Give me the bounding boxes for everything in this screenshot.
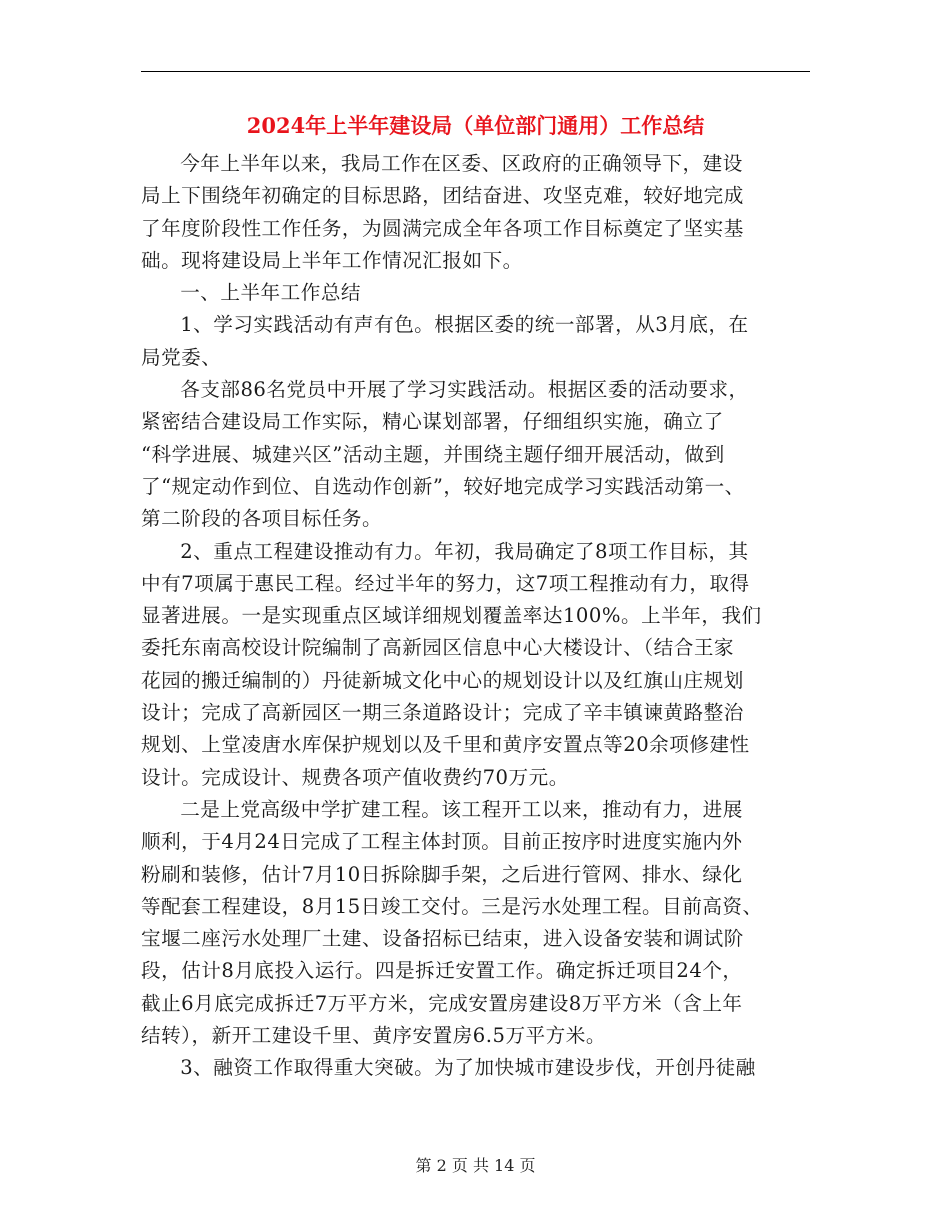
document-title: 2024年上半年建设局（单位部门通用）工作总结	[246, 113, 705, 138]
document-body	[141, 148, 810, 1085]
text-line: 宝堰二座污水处理厂土建、设备招标已结束，进入设备安装和调试阶	[141, 927, 744, 951]
paragraph-key-projects	[141, 536, 810, 794]
text-line: 1、学习实践活动有声有色。根据区委的统一部署，从3月底，在	[180, 313, 749, 337]
text-line: 今年上半年以来，我局工作在区委、区政府的正确领导下，建设	[180, 152, 743, 175]
text-line: 二是上党高级中学扩建工程。该工程开工以来，推动有力，进展	[180, 797, 743, 821]
text-line: 2、重点工程建设推动有力。年初，我局确定了8项工作目标，其	[180, 539, 749, 563]
paragraph-financing	[141, 1052, 810, 1084]
text-line: 等配套工程建设，8月15日竣工交付。三是污水处理工程。目前高资、	[141, 894, 763, 918]
text-line: 中有7项属于惠民工程。经过半年的努力，这7项工程推动有力，取得	[141, 571, 750, 595]
text-line: 委托东南高校设计院编制了高新园区信息中心大楼设计、（结合王家	[141, 636, 735, 660]
text-line: 局党委、	[141, 345, 222, 369]
paragraph-study-activity	[141, 309, 810, 374]
header-rule	[141, 71, 810, 72]
text-line: 了“规定动作到位、自选动作创新”，较好地完成学习实践活动第一、	[141, 474, 745, 498]
text-line: 设计。完成设计、规费各项产值收费约70万元。	[141, 765, 569, 789]
text-line: 了年度阶段性工作任务，为圆满完成全年各项工作目标奠定了坚实基	[141, 216, 744, 240]
text-line: 结转），新开工建设千里、黄序安置房6.5万平方米。	[141, 1024, 606, 1048]
text-line: 紧密结合建设局工作实际，精心谋划部署，仔细组织实施，确立了	[141, 410, 724, 434]
text-line: 显著进展。一是实现重点区域详细规划覆盖率达100%。上半年，我们	[141, 604, 762, 628]
text-line: 粉刷和装修，估计7月10日拆除脚手架，之后进行管网、排水、绿化	[141, 862, 743, 886]
text-line: 3、融资工作取得重大突破。为了加快城市建设步伐，开创丹徒融	[180, 1056, 756, 1080]
paragraph-school-expansion	[141, 794, 810, 1052]
text-line: 一、上半年工作总结	[180, 281, 362, 305]
text-line: 截止6月底完成拆迁7万平方米，完成安置房建设8万平方米（含上年	[141, 991, 743, 1015]
page-number-footer: 第 2 页 共 14 页	[415, 1156, 536, 1175]
paragraph-intro	[141, 148, 810, 277]
text-line: 各支部86名党员中开展了学习实践活动。根据区委的活动要求，	[180, 378, 749, 402]
text-line: 段，估计8月底投入运行。四是拆迁安置工作。确定拆迁项目24个，	[141, 959, 743, 983]
text-line: 局上下围绕年初确定的目标思路，团结奋进、攻坚克难，较好地完成	[141, 184, 744, 208]
paragraph-branches	[141, 374, 810, 535]
text-line: 花园的搬迁编制的）丹徒新城文化中心的规划设计以及红旗山庄规划	[141, 668, 744, 692]
text-line: 顺利，于4月24日完成了工程主体封顶。目前正按序时进度实施内外	[141, 830, 743, 854]
text-line: 础。现将建设局上半年工作情况汇报如下。	[141, 248, 523, 272]
text-line: 规划、上堂凌唐水库保护规划以及千里和黄序安置点等20余项修建性	[141, 733, 750, 757]
text-line: 设计；完成了高新园区一期三条道路设计；完成了辛丰镇谏黄路整治	[141, 701, 744, 725]
text-line: “科学进展、城建兴区”活动主题，并围绕主题仔细开展活动，做到	[141, 442, 725, 466]
text-line: 第二阶段的各项目标任务。	[141, 507, 383, 531]
section-heading-1	[141, 277, 810, 309]
